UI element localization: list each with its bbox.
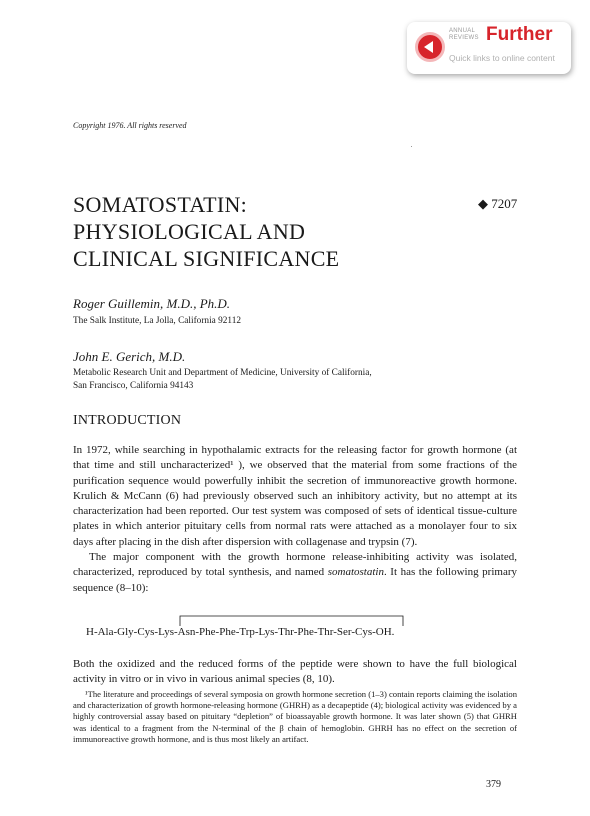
paragraph: Both the oxidized and the reduced forms of the peptide were shown to have the full biological activity in vitro or in vivo in various animal species (8, 10).: [73, 658, 517, 686]
amino-acid-sequence: H-Ala-Gly-Cys-Lys-Asn-Phe-Phe-Trp-Lys-Thr-Phe-Thr-Ser-Cys-OH.: [86, 626, 394, 638]
quick-links-text: Quick links to online content: [449, 53, 555, 63]
stray-mark: [411, 146, 412, 147]
author-affiliation: The Salk Institute, La Jolla, California 92112: [73, 316, 241, 326]
title-line: PHYSIOLOGICAL AND: [73, 219, 306, 244]
article-title: [73, 191, 339, 272]
annual-reviews-logo: ANNUAL REVIEWS: [449, 28, 479, 41]
further-label: Further: [486, 24, 553, 45]
body-text: [73, 443, 517, 596]
emphasis-term: somatostatin: [327, 566, 384, 579]
paragraph: In 1972, while searching in hypothalamic extracts for the releasing factor for growth hormone (at that time and still uncharacterized¹ ), we observed that the material from some fractions of the purification sequence would powerfully inhibit the secretion of immunoreactive growth hormone. Krulich & McCann (6) had previously observed such an inhibitory activity, but no attempt at its characterization had been reported. Our test system was composed of sets of identical tissue-culture plates in which anterior pituitary cells from normal rats were attached as a monolayer four to six days after placing in the dish after dispersion with collagenase and trypsin (7).: [73, 444, 517, 548]
footnote: ¹The literature and proceedings of several symposia on growth hormone secretion (1–3) contain reports claiming the isolation and characterization of growth hormone-releasing hormone (GHRH) as a decapeptide (4); biological activity was evidenced by a highly controversial assay based on pituitary “depletion” of bioassayable growth hormone. It was later shown (5) that GHRH was identical to a fragment from the N-terminal of the β chain of hemoglobin. GHRH has no effect on the secretion of immunoreactive growth hormone, and is thus most likely an artifact.: [73, 689, 517, 744]
paragraph: The major component with the growth hormone release-inhibiting activity was isolated, characterized, reproduced by total synthesis, and named somatostatin. It has the following primary sequence (8–10):: [73, 551, 517, 594]
title-line: SOMATOSTATIN:: [73, 192, 248, 217]
article-code: ◆ 7207: [478, 196, 518, 211]
body-text-continued: [73, 657, 517, 688]
author-name: Roger Guillemin, M.D., Ph.D.: [73, 296, 231, 311]
page-number: 379: [486, 779, 501, 790]
author-affiliation: Metabolic Research Unit and Department of Medicine, University of California, San Francisco, California 94143: [73, 368, 372, 391]
author-name: John E. Gerich, M.D.: [73, 349, 186, 364]
disulfide-bridge: [86, 614, 446, 628]
section-heading: INTRODUCTION: [73, 413, 182, 428]
annual-reviews-further-badge[interactable]: [407, 22, 571, 74]
further-play-icon: [415, 32, 445, 62]
copyright-notice: Copyright 1976. All rights reserved: [73, 121, 187, 130]
title-line: CLINICAL SIGNIFICANCE: [73, 246, 340, 271]
